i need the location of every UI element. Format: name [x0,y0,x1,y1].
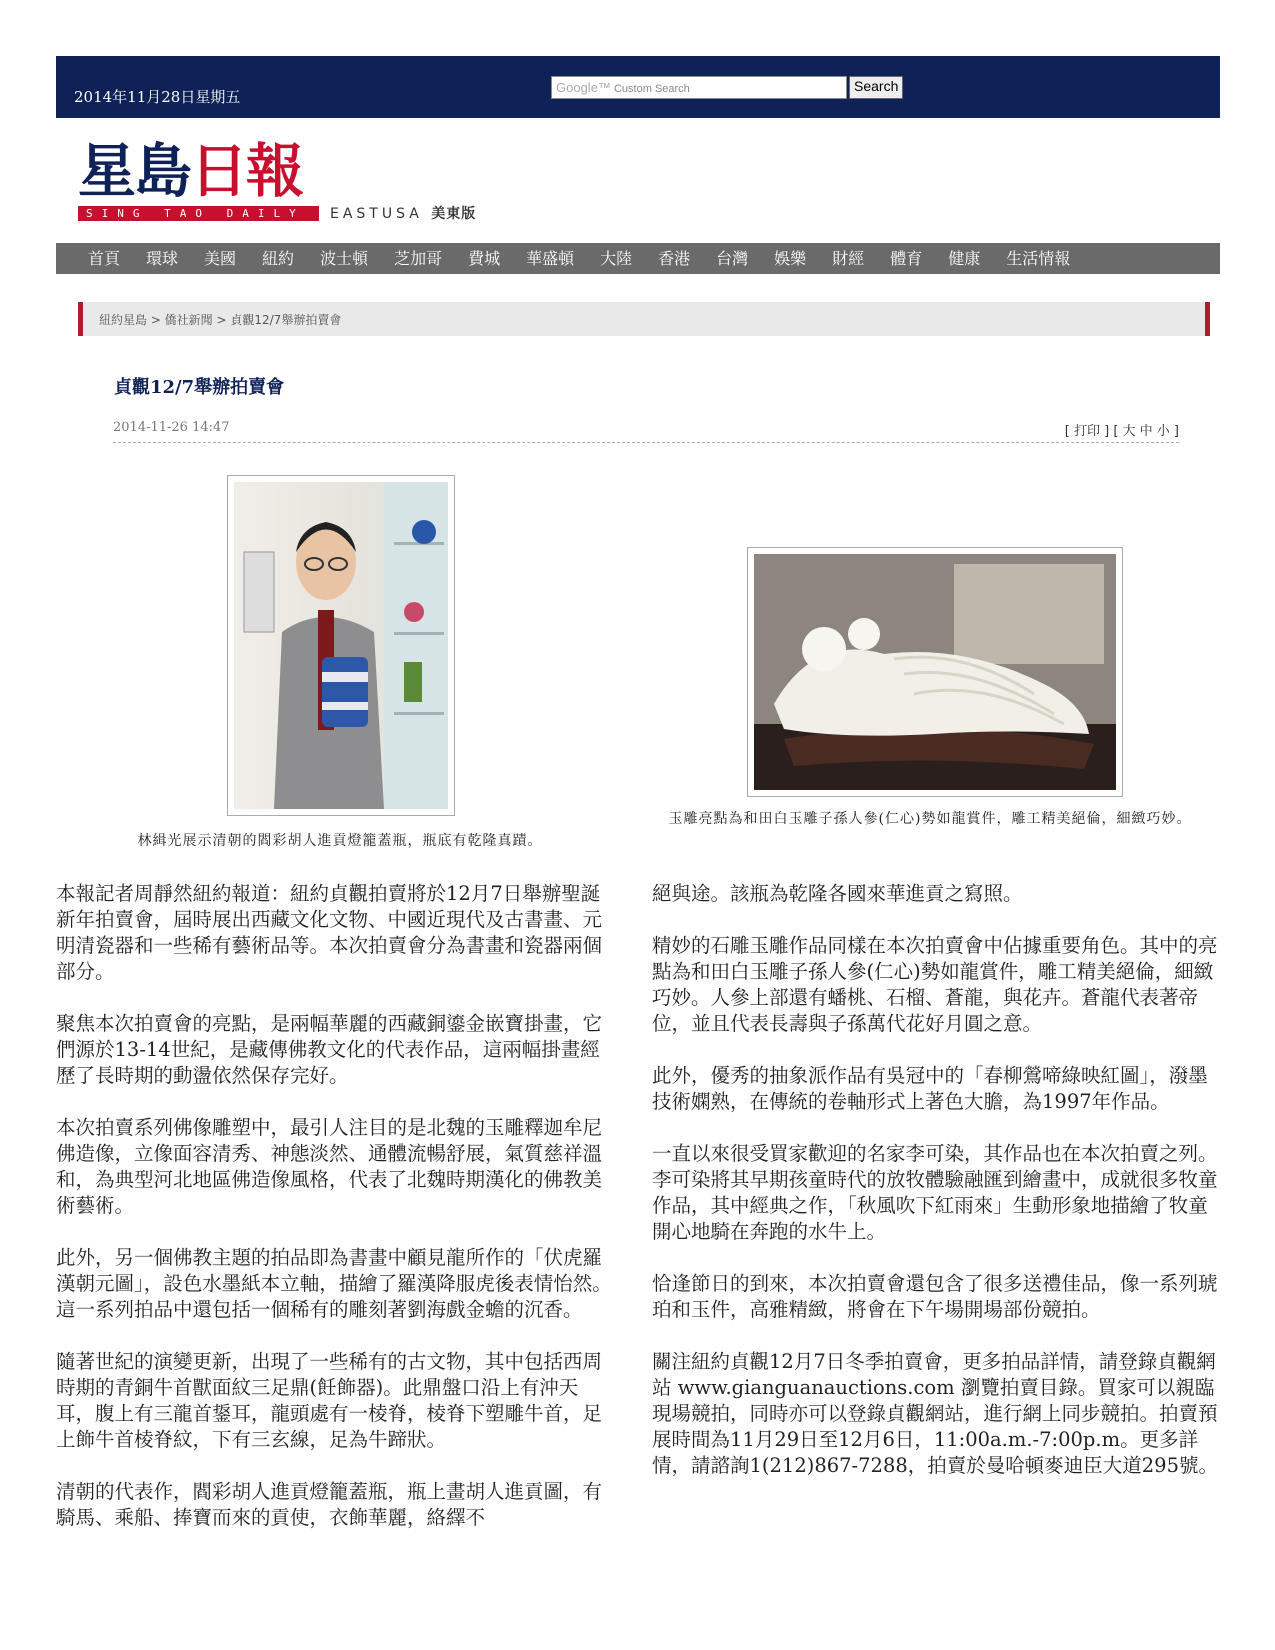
paragraph: 本報記者周靜然紐約報道：紐約貞觀拍賣將於12月7日舉辦聖誕新年拍賣會，屆時展出西藏文化文物、中國近現代及古書畫、元明清瓷器和一些稀有藝術品等。本次拍賣會分為書畫和瓷器兩個部分。 [56,882,603,983]
nav-item-hongkong[interactable]: 香港 [658,249,691,268]
logo-name-part2: 日報 [190,137,303,205]
main-nav [56,243,1220,274]
paragraph: 一直以來很受買家歡迎的名家李可染，其作品也在本次拍賣之列。李可染將其早期孩童時代的放牧體驗融匯到繪畫中，成就很多牧童作品，其中經典之作，「秋風吹下紅雨來」生動形象地描繪了牧童開心地騎在奔跑的水牛上。 [652,1142,1218,1243]
paragraph: 清朝的代表作，閻彩胡人進貢燈籠蓋瓶，瓶上畫胡人進貢圖，有騎馬、乘船、捧寶而來的貢使，衣飾華麗，絡繹不 [56,1480,603,1529]
edition-en: EASTUSA [330,206,423,222]
nav-item-china[interactable]: 大陸 [600,249,633,268]
article-title: 貞觀12/7舉辦拍賣會 [114,377,285,398]
nav-item-washington[interactable]: 華盛頓 [526,249,575,268]
paragraph: 精妙的石雕玉雕作品同樣在本次拍賣會中佔據重要角色。其中的亮點為和田白玉雕子孫人參(仁心)勢如龍賞件，雕工精美絕倫，細緻巧妙。人參上部還有蟠桃、石榴、蒼龍，與花卉。蒼龍代表著帝位，並且代表長壽與子孫萬代花好月圓之意。 [652,934,1218,1035]
nav-item-philadelphia[interactable]: 費城 [468,249,501,268]
search-button[interactable]: Search [849,76,903,99]
edition-label [330,203,476,223]
nav-item-taiwan[interactable]: 台灣 [716,249,749,268]
photo-caption-1: 林緝光展示清朝的閻彩胡人進貢燈籠蓋瓶，瓶底有乾隆真蹟。 [137,833,543,849]
site-logo[interactable] [78,137,319,221]
paragraph: 恰逢節日的到來，本次拍賣會還包含了很多送禮佳品，像一系列琥珀和玉件，高雅精緻，將會在下午場開場部份競拍。 [652,1272,1218,1321]
man-with-vase-illustration [234,482,448,809]
nav-item-lifestyle[interactable]: 生活情報 [1006,249,1071,268]
paragraph: 絕與途。該瓶為乾隆各國來華進貢之寫照。 [652,882,1023,905]
nav-item-chicago[interactable]: 芝加哥 [394,249,443,268]
breadcrumb [78,302,1210,336]
nav-item-sports[interactable]: 體育 [890,249,923,268]
article-photo-man [227,475,455,816]
article-timestamp: 2014-11-26 14:47 [113,420,230,435]
paragraph: 此外，優秀的抽象派作品有吳冠中的「春柳鶯啼綠映紅圖」，潑墨技術嫻熟，在傳統的卷軸形式上著色大膽，為1997年作品。 [652,1064,1208,1113]
article-photo-jade [747,547,1123,797]
paragraph: 隨著世紀的演變更新，出現了一些稀有的古文物，其中包括西周時期的青銅牛首獸面紋三足鼎(飪飾器)。此鼎盤口沿上有沖天耳，腹上有三龍首鋬耳，龍頭處有一棱脊，棱脊下塑雕牛首，足上飾牛首棱脊紋，下有三玄線，足為牛蹄狀。 [56,1350,603,1451]
edition-zh: 美東版 [431,206,477,222]
search-form [551,76,903,99]
nav-item-health[interactable]: 健康 [948,249,981,268]
paragraph: 關注紐約貞觀12月7日冬季拍賣會，更多拍品詳情，請登錄貞觀網站 www.gianguanauctions.com 瀏覽拍賣目錄。買家可以親臨現場競拍，同時亦可以登錄貞觀網站，進行網上同步競拍。拍賣預展時間為11月29日至12月6日，11:00a.m.-7:00p.m。更多詳情，請諮詢1(212)867-7288，拍賣於曼哈頓麥迪臣大道295號。 [652,1350,1218,1477]
article-tools[interactable]: [ 打印 ] [ 大 中 小 ] [1064,424,1179,439]
logo-name-part1: 星島 [78,137,191,205]
nav-item-world[interactable]: 環球 [146,249,179,268]
breadcrumb-text[interactable]: 紐約星島 > 僑社新聞 > 貞觀12/7舉辦拍賣會 [99,313,342,327]
article-body-right [652,881,1224,1505]
top-bar [56,56,1220,118]
nav-item-newyork[interactable]: 紐約 [262,249,295,268]
logo-subtitle: SING TAO DAILY [78,206,319,221]
search-brand: Google™ [556,80,611,95]
paragraph: 聚焦本次拍賣會的亮點，是兩幅華麗的西藏銅鎏金嵌寶掛畫，它們源於13-14世紀，是藏傳佛教文化的代表作品，這兩幅掛畫經歷了長時期的動盪依然保存完好。 [56,1012,603,1087]
article-body-left [56,881,616,1557]
paragraph: 本次拍賣系列佛像雕塑中，最引人注目的是北魏的玉雕釋迦牟尼佛造像，立像面容清秀、神態淡然、通體流暢舒展，氣質慈祥溫和，為典型河北地區佛造像風格，代表了北魏時期漢化的佛教美術藝術。 [56,1116,603,1217]
article-meta [113,420,1179,443]
photo-caption-2: 玉雕亮點為和田白玉雕子孫人參(仁心)勢如龍賞件，雕工精美絕倫，細緻巧妙。 [668,811,1192,827]
current-date: 2014年11月28日星期五 [74,88,241,106]
nav-item-usa[interactable]: 美國 [204,249,237,268]
nav-item-entertainment[interactable]: 娛樂 [774,249,807,268]
nav-item-boston[interactable]: 波士頓 [320,249,369,268]
nav-item-home[interactable]: 首頁 [88,249,121,268]
nav-item-finance[interactable]: 財經 [832,249,865,268]
search-placeholder: Custom Search [613,83,690,95]
jade-carving-illustration [754,554,1116,790]
paragraph: 此外，另一個佛教主題的拍品即為書畫中顧見龍所作的「伏虎羅漢朝元圖」，設色水墨紙本立軸，描繪了羅漢降服虎後表情怡然。這一系列拍品中還包括一個稀有的雕刻著劉海戲金蟾的沉香。 [56,1246,612,1321]
search-input[interactable] [551,76,847,99]
